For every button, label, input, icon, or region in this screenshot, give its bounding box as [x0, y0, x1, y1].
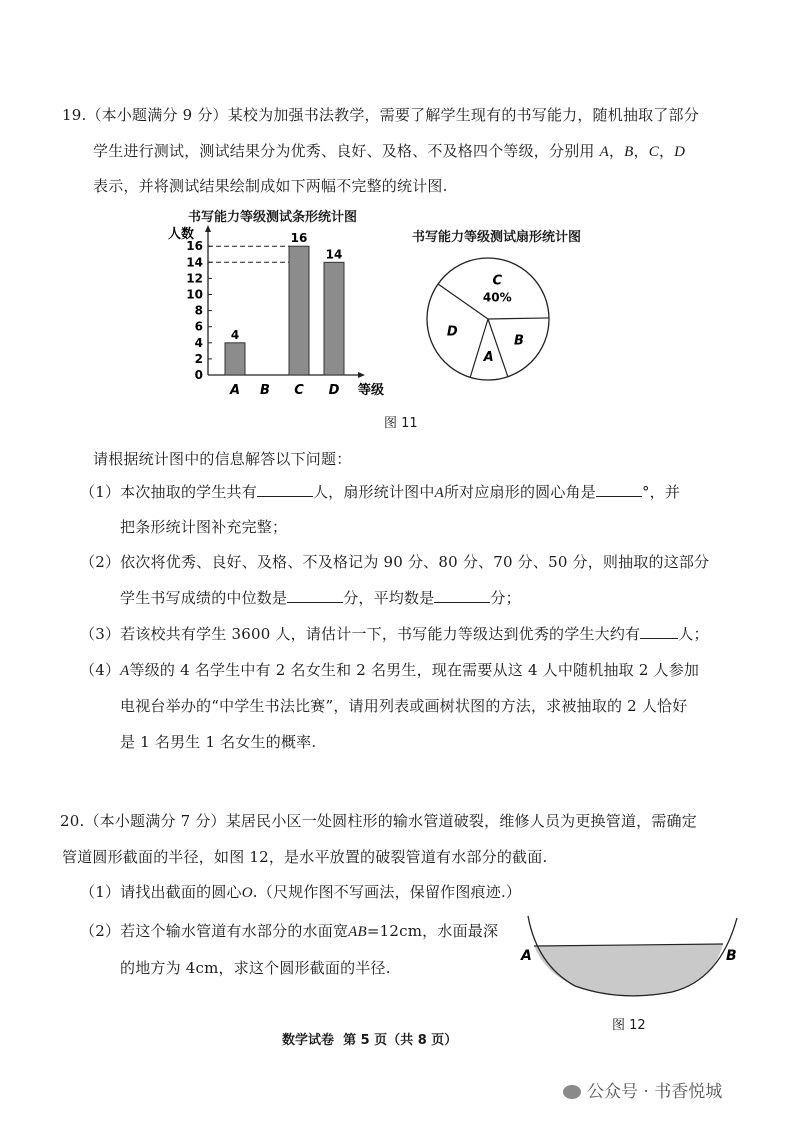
y-axis-arrow	[205, 225, 211, 232]
bar-chart	[160, 222, 390, 412]
figure-11-caption: 图 11	[384, 416, 418, 431]
grade-letter-a-part4: A	[120, 663, 130, 679]
watermark-text: 公众号 · 书香悦城	[587, 1082, 723, 1102]
q20-part2-cont: 的地方为 4cm，求这个圆形截面的半径.	[120, 959, 391, 977]
answer-blank-median[interactable]	[287, 587, 343, 603]
q20-line2: 管道圆形截面的半径，如图 12，是水平放置的破裂管道有水部分的截面.	[62, 848, 548, 866]
y-tick-label: 4	[194, 335, 203, 350]
y-tick-label: 8	[194, 303, 203, 318]
grade-letter-a: A	[599, 144, 609, 160]
q19-line2: 学生进行测试，测试结果分为优秀、良好、及格、不及格四个等级，分别用 A，B，C，D	[93, 142, 686, 160]
x-axis-label: 等级	[358, 383, 385, 398]
x-category-label: D	[328, 383, 340, 398]
q20-part2-text-a: （2）若这个输水管道有水部分的水面宽	[80, 922, 349, 940]
q19-part1-cont: 把条形统计图补充完整；	[120, 518, 288, 536]
y-tick-label: 6	[194, 319, 203, 334]
q19-part1-text-d: °，并	[641, 483, 681, 501]
x-category-label: A	[229, 383, 241, 398]
q19-part4-cont1: 电视台举办的“中学生书法比赛”，请用列表或画树状图的方法，求被抽取的 2 人恰好	[120, 697, 688, 715]
y-tick-label: 12	[186, 271, 203, 286]
q20-part1-text-b: .（尺规作图不写画法，保留作图痕迹.）	[252, 883, 522, 901]
watermark	[563, 1077, 722, 1102]
pie-chart-title: 书写能力等级测试扇形统计图	[412, 230, 582, 245]
y-tick-label: 14	[186, 255, 203, 270]
q19-part3	[80, 623, 709, 644]
pie-chart	[418, 252, 558, 392]
water-region	[534, 944, 723, 996]
answer-blank-mean[interactable]	[434, 587, 490, 603]
pie-slice-label: A	[483, 349, 494, 365]
y-tick-label: 0	[194, 368, 203, 382]
y-tick-label: 16	[186, 239, 203, 254]
grade-letter-a-ref: A	[434, 485, 444, 501]
y-axis-label: 人数	[168, 227, 195, 242]
ab-label: AB	[348, 924, 367, 940]
grade-letter-d: D	[674, 144, 686, 160]
q19-part1-text-c: 所对应扇形的圆心角是	[443, 483, 596, 501]
grade-letter-b: B	[624, 144, 634, 160]
answer-blank-total[interactable]	[257, 481, 313, 497]
bar	[225, 343, 245, 375]
q19-part1-text-b: 人，扇形统计图中	[312, 483, 435, 501]
q19-part4	[80, 659, 699, 680]
q19-line2-text: 学生进行测试，测试结果分为优秀、良好、及格、不及格四个等级，分别用	[93, 142, 595, 160]
bar-data-label: 16	[290, 231, 308, 246]
q19-part3-text-a: （3）若该校共有学生 3600 人，请估计一下，书写能力等级达到优秀的学生大约有	[80, 625, 641, 643]
footer-page: 第 5 页（共 8 页）	[343, 1033, 458, 1048]
q19-part4-cont2: 是 1 名男生 1 名女生的概率.	[120, 733, 317, 751]
x-axis-arrow	[358, 372, 365, 378]
point-a-label: A	[521, 948, 532, 964]
pie-slice-label: D	[446, 324, 458, 340]
wechat-icon	[563, 1085, 581, 1099]
q20-part2	[80, 920, 498, 941]
q19-part2: （2）依次将优秀、良好、及格、不及格记为 90 分、80 分、70 分、50 分，则抽取的这部分	[80, 553, 710, 571]
answer-blank-excellent[interactable]	[640, 623, 678, 639]
q19-part4-text-a: 等级的 4 名学生中有 2 名女生和 2 名男生，现在需要从这 4 人中随机抽取 2 人参加	[129, 661, 700, 679]
pie-slice-label: C	[492, 273, 503, 289]
footer-subject: 数学试卷	[282, 1033, 335, 1048]
q20-part2-text-b: =12cm，水面最深	[366, 922, 499, 940]
q19-part4-prefix: （4）	[80, 661, 121, 679]
pie-slice-label: B	[514, 333, 524, 349]
grade-letter-c: C	[648, 144, 659, 160]
bar-data-label: 4	[230, 327, 240, 342]
q19-line3: 表示，并将测试结果绘制成如下两幅不完整的统计图.	[93, 177, 448, 195]
q20-part1-text-a: （1）请找出截面的圆心	[80, 883, 242, 901]
bar-data-label: 14	[325, 247, 343, 262]
q19-part1-text-a: （1）本次抽取的学生共有	[80, 483, 257, 501]
y-tick-label: 2	[194, 351, 203, 366]
q19-line1: 19.（本小题满分 9 分）某校为加强书法教学，需要了解学生现有的书写能力，随机抽取了部分	[62, 106, 699, 124]
pie-slice-value: 40%	[482, 290, 512, 305]
footer	[282, 1029, 457, 1048]
figure-12-caption: 图 12	[612, 1018, 646, 1033]
point-b-label: B	[726, 948, 737, 964]
q19-prompt: 请根据统计图中的信息解答以下问题：	[93, 450, 352, 468]
q19-part1	[80, 481, 680, 502]
q19-part3-text-b: 人；	[678, 625, 709, 643]
q19-part2-text-b: 学生书写成绩的中位数是	[120, 589, 288, 607]
bar	[289, 246, 309, 375]
q20-line1: 20.（本小题满分 7 分）某居民小区一处圆柱形的输水管道破裂，维修人员为更换管道，需确定	[60, 812, 697, 830]
y-tick-label: 10	[186, 287, 203, 302]
answer-blank-angle[interactable]	[596, 481, 642, 497]
q20-part1	[80, 881, 521, 902]
q19-part2-text-d: 分；	[490, 589, 521, 607]
q19-part2-cont	[120, 587, 521, 608]
q19-part2-text-c: 分，平均数是	[343, 589, 435, 607]
bar	[324, 262, 344, 375]
center-o-label: O	[241, 885, 253, 901]
bar-chart-title: 书写能力等级测试条形统计图	[188, 210, 358, 225]
x-category-label: B	[260, 383, 270, 398]
pipe-cross-section	[515, 910, 755, 1020]
x-category-label: C	[294, 383, 304, 398]
